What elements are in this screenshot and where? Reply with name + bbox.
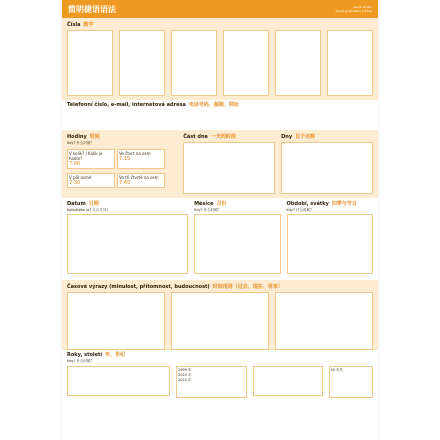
holidays-heading — [287, 199, 373, 208]
daypart-heading-zh: 一天的时段 — [210, 134, 236, 140]
time-expressions-heading-zh: 时间用语（过去、现在、将来） — [212, 284, 283, 290]
days-list — [281, 142, 373, 194]
year-value: 2010 年 — [177, 378, 192, 382]
days-heading-cz: Dny — [281, 133, 293, 140]
years-heading-cz: Roky, století — [67, 351, 103, 358]
sheet-header — [62, 0, 378, 18]
time-row — [67, 132, 373, 195]
years-row — [62, 364, 378, 400]
future-list — [275, 292, 373, 350]
past-list — [67, 292, 165, 350]
years-examples — [67, 366, 170, 396]
clock-item — [117, 173, 165, 188]
centuries-list — [253, 366, 322, 396]
decades-values — [329, 366, 373, 398]
months-list — [194, 214, 280, 274]
months-heading-cz: Měsíce — [194, 200, 214, 207]
clock-time: 7:00 — [69, 161, 81, 167]
months-heading — [194, 199, 280, 208]
daypart-block — [183, 132, 275, 195]
numbers-heading — [67, 20, 373, 29]
years-question: Kdy? 什么时候？ — [67, 359, 95, 363]
years-values — [176, 366, 247, 398]
date-block — [67, 199, 188, 275]
clock-item — [67, 173, 115, 188]
holidays-list — [287, 214, 373, 274]
clock-item — [117, 149, 165, 169]
contacts-rows — [62, 109, 378, 111]
time-section — [62, 130, 378, 198]
clock-item — [67, 149, 115, 169]
contacts-section — [62, 100, 378, 130]
numbers-heading-cz: Čísla — [67, 21, 81, 28]
clock-label: V kolik? / Kolik je hodin? — [69, 151, 103, 161]
time-expressions-heading — [67, 282, 373, 291]
years-section — [62, 350, 378, 410]
meta-line-2: Česká gramatika a fráze — [335, 9, 372, 13]
numbers-col-6 — [327, 30, 373, 96]
hours-block — [67, 132, 177, 195]
numbers-col-2 — [119, 30, 165, 96]
date-heading-cz: Datum — [67, 200, 86, 207]
sheet-title: 简明捷语语法 — [68, 4, 116, 14]
date-heading-zh: 日期 — [88, 201, 99, 207]
days-heading-zh: 日子名称 — [295, 134, 316, 140]
numbers-grid — [67, 29, 373, 97]
clock-label: Ve tři čtvrtě na osm — [119, 175, 159, 180]
holidays-heading-cz: Období, svátky — [286, 200, 329, 207]
contacts-heading-cz: Telefonní číslo, e-mail, internetová adresa — [67, 101, 186, 108]
months-heading-zh: 月份 — [216, 201, 227, 207]
clock-time: 7:15 — [119, 156, 131, 162]
clock-time: 7:45 — [119, 180, 131, 186]
clock-time: 7:30 — [69, 180, 81, 186]
holidays-heading-zh: 四季与节日 — [331, 201, 357, 207]
numbers-col-5 — [275, 30, 321, 96]
time-expressions-section — [62, 280, 378, 350]
years-heading — [62, 350, 378, 359]
daypart-heading — [183, 132, 275, 141]
days-block — [281, 132, 373, 195]
holidays-question: Kdy? 什么时候？ — [286, 208, 314, 212]
contacts-heading-zh: 电话号码、邮箱、网址 — [188, 102, 239, 108]
months-question: Kdy? 什么时候？ — [194, 208, 222, 212]
contacts-heading — [62, 100, 378, 109]
days-heading — [281, 132, 373, 141]
daypart-heading-cz: Část dne — [183, 133, 208, 140]
present-list — [171, 292, 269, 350]
years-heading-zh: 年、世纪 — [105, 352, 126, 358]
date-heading — [67, 199, 188, 208]
time-expressions-heading-cz: Časové výrazy (minulost, přítomnost, budoucnost) — [67, 283, 210, 290]
date-list — [67, 214, 188, 274]
hours-heading-cz: Hodiny — [67, 133, 87, 140]
hours-question: Kdy? 什么时候？ — [67, 141, 95, 145]
clock-label: Ve čtvrt na osm — [119, 151, 151, 156]
date-row — [62, 198, 378, 276]
clock-list — [67, 148, 177, 189]
meta-line-1: Jazyk Studio — [353, 5, 372, 9]
daypart-list — [183, 142, 275, 194]
holidays-block — [287, 199, 373, 275]
date-question: Kolikátého je? 几月几号？ — [67, 208, 110, 212]
numbers-heading-zh: 数字 — [83, 22, 94, 28]
year-value: 1999 年 — [177, 368, 192, 372]
numbers-col-1 — [67, 30, 113, 96]
decade-value: 50 年代 — [330, 368, 344, 372]
hours-heading-zh: 时间 — [89, 134, 100, 140]
clock-label: V půl osmé — [69, 175, 92, 180]
numbers-col-4 — [223, 30, 269, 96]
date-section — [62, 198, 378, 280]
year-value: 2010 年 — [177, 373, 192, 377]
grammar-sheet — [62, 0, 378, 440]
time-expressions-grid — [67, 291, 373, 351]
months-block — [194, 199, 280, 275]
numbers-col-3 — [171, 30, 217, 96]
numbers-section — [62, 18, 378, 100]
sheet-meta — [335, 5, 372, 13]
hours-heading — [67, 132, 177, 141]
